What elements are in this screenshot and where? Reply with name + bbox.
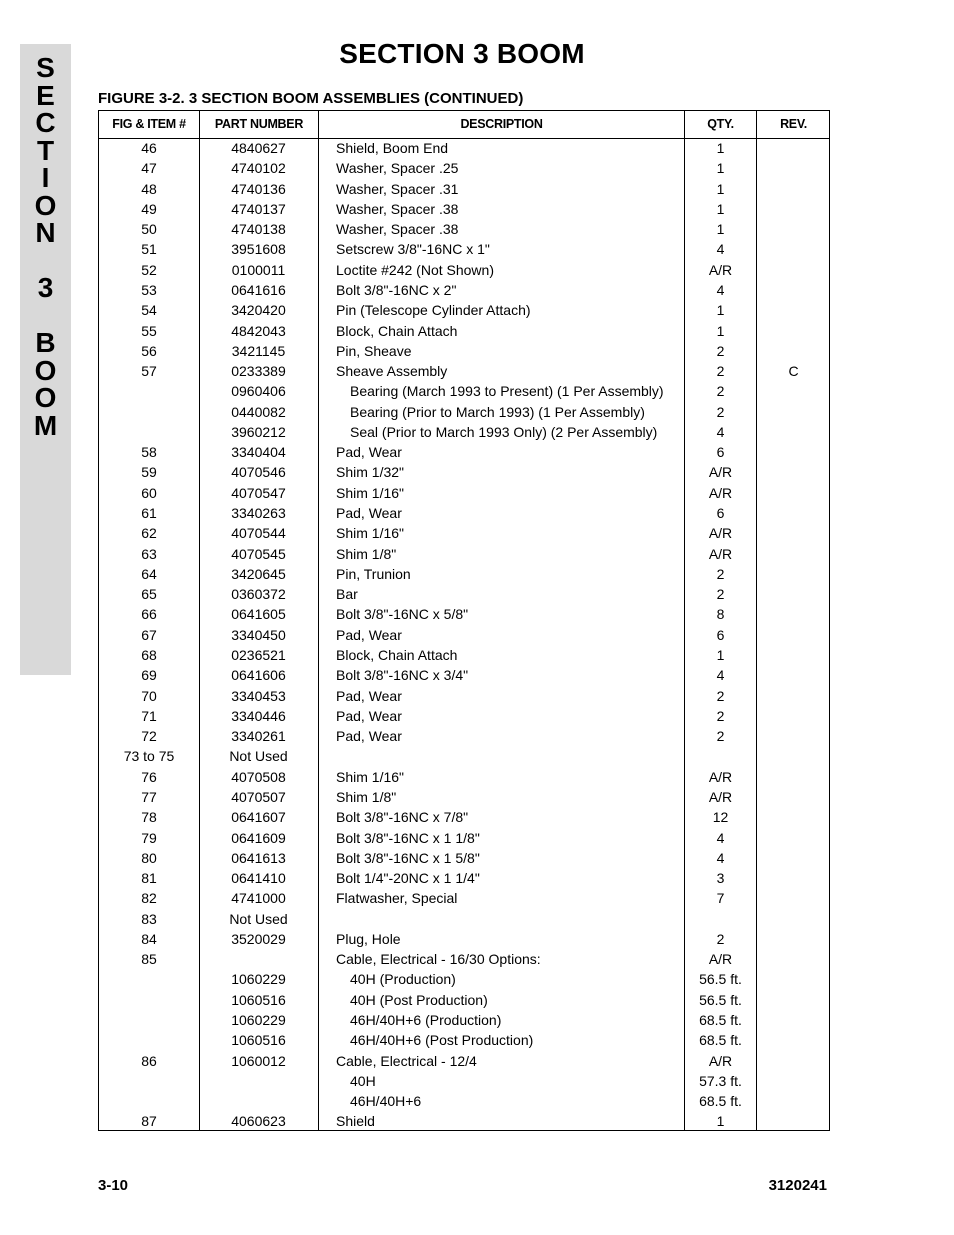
side-tab-letter: 3 xyxy=(37,272,54,303)
cell-fig-item: 68 xyxy=(141,647,157,663)
table-row xyxy=(99,788,829,808)
cell-qty: 6 xyxy=(716,626,725,643)
cell-description: Shim 1/16" xyxy=(336,484,405,501)
cell-part-number: 1060229 xyxy=(231,971,286,988)
cell-qty: 1 xyxy=(716,302,725,319)
cell-fig-item: 78 xyxy=(141,809,157,826)
cell-description: Pin (Telescope Cylinder Attach) xyxy=(336,302,531,319)
cell-fig-item: 73 to 75 xyxy=(123,748,175,765)
cell-qty: 4 xyxy=(716,281,725,298)
cell-part-number: 3960212 xyxy=(231,423,286,440)
table-row xyxy=(99,180,829,200)
table-row xyxy=(99,1011,829,1031)
cell-qty: 1 xyxy=(716,647,725,663)
cell-qty: 7 xyxy=(716,890,725,907)
table-row xyxy=(99,220,829,240)
cell-qty: 57.3 ft. xyxy=(699,1072,742,1089)
cell-description: Shim 1/8" xyxy=(336,788,397,805)
cell-part-number: 4070508 xyxy=(231,768,286,785)
cell-fig-item: 52 xyxy=(141,261,157,278)
cell-part-number: 0641607 xyxy=(231,809,286,826)
side-tab-letter: T xyxy=(36,134,55,166)
cell-fig-item: 81 xyxy=(141,870,157,887)
cell-part-number: 1060516 xyxy=(231,991,286,1008)
table-row xyxy=(99,362,829,382)
cell-qty: A/R xyxy=(708,545,733,562)
page-title: SECTION 3 BOOM xyxy=(339,38,585,69)
cell-fig-item: 86 xyxy=(141,1052,157,1069)
cell-fig-item: 65 xyxy=(141,586,157,603)
header-qty: QTY. xyxy=(707,117,734,131)
table-row xyxy=(99,159,829,179)
cell-part-number: 4840627 xyxy=(231,140,286,156)
table-row xyxy=(99,808,829,828)
cell-part-number: 0641613 xyxy=(231,849,286,866)
cell-part-number: Not Used xyxy=(229,748,288,765)
cell-fig-item: 49 xyxy=(141,200,157,217)
cell-description: 46H/40H+6 xyxy=(350,1093,422,1110)
cell-description: Bolt 3/8"-16NC x 1 5/8" xyxy=(336,849,480,866)
table-row xyxy=(99,463,829,483)
table-row xyxy=(99,1112,829,1132)
table-row xyxy=(99,991,829,1011)
cell-description: Washer, Spacer .38 xyxy=(336,221,459,238)
table-row xyxy=(99,403,829,423)
cell-qty: A/R xyxy=(708,951,733,968)
table-row xyxy=(99,585,829,605)
cell-qty: 3 xyxy=(716,870,725,887)
cell-part-number: 4060623 xyxy=(231,1113,286,1130)
table-row xyxy=(99,849,829,869)
table-row xyxy=(99,139,829,159)
cell-fig-item: 66 xyxy=(141,606,157,623)
table-row xyxy=(99,910,829,930)
cell-fig-item: 67 xyxy=(141,626,157,643)
side-tab-letter: E xyxy=(36,79,55,111)
cell-description: Cable, Electrical - 16/30 Options: xyxy=(336,951,541,968)
cell-part-number: 3520029 xyxy=(231,930,286,947)
table-row xyxy=(99,829,829,849)
cell-fig-item: 63 xyxy=(141,545,157,562)
header-fig-item: FIG & ITEM # xyxy=(112,117,186,131)
cell-part-number: 0641410 xyxy=(231,870,286,887)
table-row xyxy=(99,930,829,950)
cell-part-number: 3340450 xyxy=(231,626,286,643)
cell-part-number: 1060012 xyxy=(231,1052,286,1069)
cell-description: Shield xyxy=(336,1113,375,1130)
cell-part-number: 4070546 xyxy=(231,464,286,481)
cell-fig-item: 48 xyxy=(141,180,157,197)
cell-description: Bar xyxy=(336,586,358,603)
cell-description: Bolt 3/8"-16NC x 7/8" xyxy=(336,809,469,826)
cell-description: Bolt 3/8"-16NC x 5/8" xyxy=(336,606,469,623)
cell-part-number: 0100011 xyxy=(231,261,286,278)
cell-description: Shim 1/8" xyxy=(336,545,397,562)
cell-part-number: 4070545 xyxy=(231,545,286,562)
cell-description: Pad, Wear xyxy=(336,626,402,643)
cell-qty: 4 xyxy=(716,829,725,846)
cell-part-number: 0641616 xyxy=(231,281,286,298)
cell-part-number: 0960406 xyxy=(231,383,286,400)
cell-description: 40H (Post Production) xyxy=(350,991,488,1008)
cell-part-number: 4070547 xyxy=(231,484,286,501)
cell-part-number: 4842043 xyxy=(231,322,286,339)
cell-description: Cable, Electrical - 12/4 xyxy=(336,1052,477,1069)
side-tab-letter: N xyxy=(35,217,56,248)
cell-fig-item: 85 xyxy=(141,951,157,968)
parts-table xyxy=(98,110,830,1131)
cell-fig-item: 79 xyxy=(141,829,157,846)
cell-qty: 2 xyxy=(716,586,725,603)
cell-description: Bolt 1/4"-20NC x 1 1/4" xyxy=(336,870,480,887)
table-row xyxy=(99,504,829,524)
cell-qty: 68.5 ft. xyxy=(699,1012,742,1029)
table-row xyxy=(99,687,829,707)
cell-qty: 1 xyxy=(716,200,725,217)
cell-qty: 4 xyxy=(716,423,725,440)
table-row xyxy=(99,1052,829,1072)
cell-qty: A/R xyxy=(708,525,733,542)
cell-part-number: 0236521 xyxy=(231,647,286,663)
cell-description: 46H/40H+6 (Production) xyxy=(350,1012,502,1029)
cell-qty: 2 xyxy=(716,383,725,400)
table-row xyxy=(99,626,829,646)
cell-fig-item: 76 xyxy=(141,768,157,785)
table-row xyxy=(99,443,829,463)
cell-description: Bolt 3/8"-16NC x 3/4" xyxy=(336,667,469,684)
cell-part-number: 3340261 xyxy=(231,728,286,745)
cell-part-number: 0233389 xyxy=(231,363,286,380)
cell-qty: 2 xyxy=(716,687,725,704)
cell-part-number: 0641609 xyxy=(231,829,286,846)
table-row xyxy=(99,240,829,260)
cell-fig-item: 53 xyxy=(141,281,157,298)
cell-description: Shim 1/32" xyxy=(336,464,405,481)
document-number: 3120241 xyxy=(768,1177,827,1194)
table-row xyxy=(99,565,829,585)
cell-qty: 56.5 ft. xyxy=(699,991,742,1008)
cell-qty: 56.5 ft. xyxy=(699,971,742,988)
table-row xyxy=(99,423,829,443)
table-row xyxy=(99,382,829,402)
cell-qty: 8 xyxy=(716,606,725,623)
cell-fig-item: 64 xyxy=(141,565,157,582)
cell-description: Pad, Wear xyxy=(336,505,402,522)
cell-fig-item: 51 xyxy=(141,241,157,258)
table-row xyxy=(99,747,829,767)
cell-qty: 1 xyxy=(716,160,725,177)
table-row xyxy=(99,1092,829,1112)
cell-qty: 2 xyxy=(716,728,725,745)
cell-part-number: 0641606 xyxy=(231,667,286,684)
cell-description: 40H (Production) xyxy=(350,971,456,988)
cell-description: Bearing (Prior to March 1993) (1 Per Assembly) xyxy=(350,403,645,420)
cell-qty: 2 xyxy=(716,342,725,359)
cell-fig-item: 57 xyxy=(141,363,157,380)
cell-part-number: 4740137 xyxy=(231,200,286,217)
cell-description: Sheave Assembly xyxy=(336,363,448,380)
cell-description: Pad, Wear xyxy=(336,707,402,724)
cell-fig-item: 77 xyxy=(141,788,157,805)
table-row xyxy=(99,200,829,220)
table-row xyxy=(99,666,829,686)
cell-qty: A/R xyxy=(708,788,733,805)
cell-fig-item: 69 xyxy=(141,667,157,684)
cell-qty: 2 xyxy=(716,565,725,582)
cell-fig-item: 80 xyxy=(141,849,157,866)
cell-description: Washer, Spacer .38 xyxy=(336,200,459,217)
cell-fig-item: 50 xyxy=(141,221,157,238)
side-tab-letter: M xyxy=(33,409,58,441)
cell-part-number: 3340453 xyxy=(231,687,286,704)
cell-fig-item: 82 xyxy=(141,890,157,907)
cell-fig-item: 87 xyxy=(141,1113,157,1130)
cell-qty: 2 xyxy=(716,930,725,947)
cell-part-number: 1060516 xyxy=(231,1032,286,1049)
cell-description: Pin, Trunion xyxy=(336,565,411,582)
table-row xyxy=(99,545,829,565)
section-side-tab xyxy=(20,44,71,675)
table-row xyxy=(99,322,829,342)
table-row xyxy=(99,869,829,889)
figure-title: FIGURE 3-2. 3 SECTION BOOM ASSEMBLIES (CONTINUED) xyxy=(98,90,524,107)
header-rev: REV. xyxy=(780,117,807,131)
cell-part-number: 3340404 xyxy=(231,444,286,461)
cell-description: Pad, Wear xyxy=(336,687,402,704)
cell-qty: 1 xyxy=(716,221,725,238)
cell-part-number: 0360372 xyxy=(231,586,286,603)
cell-description: Pin, Sheave xyxy=(336,342,412,359)
side-tab-letter: O xyxy=(34,382,57,413)
cell-qty: 2 xyxy=(716,707,725,724)
cell-qty: A/R xyxy=(708,484,733,501)
cell-qty: 68.5 ft. xyxy=(699,1093,742,1110)
table-row xyxy=(99,301,829,321)
cell-part-number: 0641605 xyxy=(231,606,286,623)
cell-description: Loctite #242 (Not Shown) xyxy=(336,261,494,278)
cell-part-number: 1060229 xyxy=(231,1012,286,1029)
cell-fig-item: 47 xyxy=(141,160,157,177)
cell-qty: A/R xyxy=(708,768,733,785)
table-row xyxy=(99,768,829,788)
table-row xyxy=(99,342,829,362)
cell-qty: A/R xyxy=(708,1052,733,1069)
side-tab-letter: I xyxy=(41,162,50,193)
cell-part-number: 3951608 xyxy=(231,241,286,258)
cell-part-number: 4740136 xyxy=(231,180,286,197)
cell-qty: 1 xyxy=(716,1113,725,1130)
cell-qty: 1 xyxy=(716,322,725,339)
cell-part-number: 4070507 xyxy=(231,788,286,805)
table-row xyxy=(99,707,829,727)
cell-description: Bolt 3/8"-16NC x 2" xyxy=(336,281,457,298)
table-row xyxy=(99,281,829,301)
cell-qty: 4 xyxy=(716,241,725,258)
cell-qty: 68.5 ft. xyxy=(699,1032,742,1049)
cell-part-number: 0440082 xyxy=(231,403,286,420)
side-tab-letter: S xyxy=(36,52,55,83)
cell-description: Pad, Wear xyxy=(336,728,402,745)
cell-fig-item: 71 xyxy=(141,707,157,724)
cell-description: 40H xyxy=(350,1072,376,1089)
cell-fig-item: 55 xyxy=(141,322,157,339)
table-row xyxy=(99,970,829,990)
cell-part-number: 4070544 xyxy=(231,525,286,542)
side-tab-letter: O xyxy=(34,189,57,221)
cell-part-number: 4740102 xyxy=(231,160,286,177)
cell-description: Block, Chain Attach xyxy=(336,647,458,663)
cell-qty: A/R xyxy=(708,464,733,481)
table-row xyxy=(99,646,829,666)
cell-description: Bearing (March 1993 to Present) (1 Per Assembly) xyxy=(350,383,664,400)
cell-fig-item: 62 xyxy=(141,525,157,542)
cell-qty: 4 xyxy=(716,667,725,684)
cell-description: 46H/40H+6 (Post Production) xyxy=(350,1032,534,1049)
page-number: 3-10 xyxy=(98,1177,129,1194)
cell-qty: 1 xyxy=(716,180,725,197)
cell-description: Block, Chain Attach xyxy=(336,322,458,339)
cell-qty: 6 xyxy=(716,505,725,522)
cell-fig-item: 56 xyxy=(141,342,157,359)
cell-fig-item: 72 xyxy=(141,728,157,745)
cell-description: Shield, Boom End xyxy=(336,140,449,156)
cell-description: Setscrew 3/8"-16NC x 1" xyxy=(336,241,490,258)
table-row xyxy=(99,1031,829,1051)
table-row xyxy=(99,605,829,625)
table-row xyxy=(99,261,829,281)
cell-fig-item: 54 xyxy=(141,302,157,319)
cell-fig-item: 83 xyxy=(141,910,157,927)
cell-description: Seal (Prior to March 1993 Only) (2 Per Assembly) xyxy=(350,423,658,440)
cell-part-number: 3420645 xyxy=(231,565,286,582)
table-row xyxy=(99,484,829,504)
cell-qty: A/R xyxy=(708,261,733,278)
table-row xyxy=(99,1072,829,1092)
cell-description: Pad, Wear xyxy=(336,444,402,461)
cell-description: Shim 1/16" xyxy=(336,768,405,785)
cell-qty: 6 xyxy=(716,444,725,461)
table-row xyxy=(99,889,829,909)
cell-part-number: Not Used xyxy=(229,910,288,927)
cell-description: Bolt 3/8"-16NC x 1 1/8" xyxy=(336,829,480,846)
cell-qty: 2 xyxy=(716,363,725,380)
cell-fig-item: 46 xyxy=(141,140,157,156)
cell-fig-item: 70 xyxy=(141,687,157,704)
side-tab-letter: O xyxy=(34,354,57,386)
table-row xyxy=(99,950,829,970)
cell-fig-item: 58 xyxy=(141,444,157,461)
cell-fig-item: 59 xyxy=(141,464,157,481)
cell-fig-item: 84 xyxy=(141,930,157,947)
cell-part-number: 3421145 xyxy=(231,342,286,359)
cell-description: Plug, Hole xyxy=(336,930,401,947)
cell-qty: 1 xyxy=(716,140,725,156)
cell-description: Washer, Spacer .25 xyxy=(336,160,459,177)
cell-description: Shim 1/16" xyxy=(336,525,405,542)
cell-description: Washer, Spacer .31 xyxy=(336,180,459,197)
side-tab-letter: B xyxy=(35,327,56,358)
side-tab-letter: C xyxy=(35,107,56,138)
cell-part-number: 4741000 xyxy=(231,890,286,907)
cell-rev: C xyxy=(788,363,799,380)
table-row xyxy=(99,727,829,747)
cell-part-number: 3340446 xyxy=(231,707,286,724)
header-description: DESCRIPTION xyxy=(460,117,543,131)
cell-qty: 4 xyxy=(716,849,725,866)
header-part-number: PART NUMBER xyxy=(214,117,304,131)
cell-part-number: 3340263 xyxy=(231,505,286,522)
cell-fig-item: 61 xyxy=(141,505,157,522)
cell-part-number: 4740138 xyxy=(231,221,286,238)
cell-description: Flatwasher, Special xyxy=(336,890,458,907)
cell-part-number: 3420420 xyxy=(231,302,286,319)
cell-fig-item: 60 xyxy=(141,484,157,501)
cell-qty: 2 xyxy=(716,403,725,420)
cell-qty: 12 xyxy=(712,809,729,826)
table-row xyxy=(99,524,829,544)
